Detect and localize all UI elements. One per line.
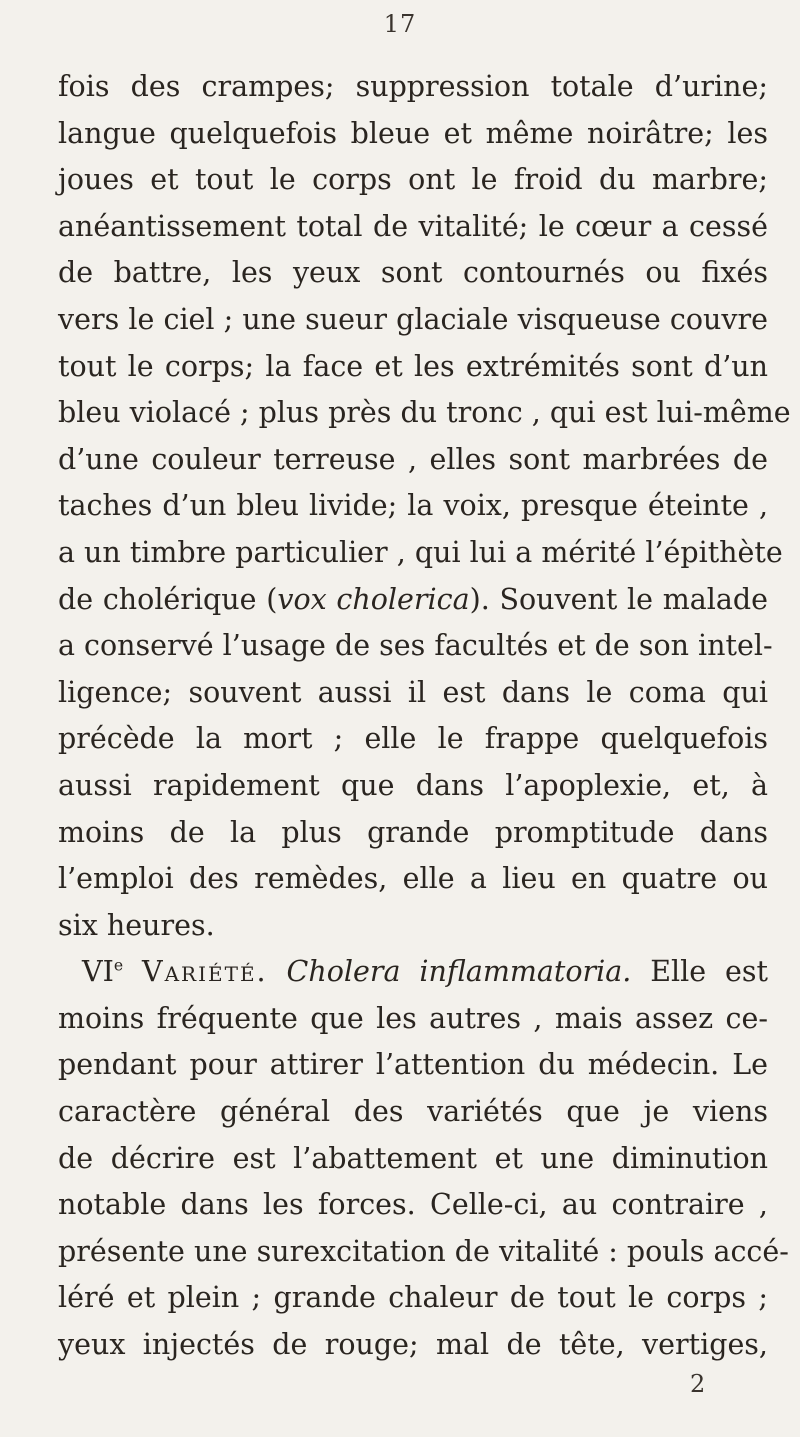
text-line: langue quelquefois bleue et même noirâtre; les	[58, 116, 768, 150]
text-line: vers le ciel ; une sueur glaciale visqueuse couvre	[58, 302, 768, 336]
text-line: pendant pour attirer l’attention du médecin. Le	[58, 1048, 768, 1082]
text-line: l’emploi des remèdes, elle a lieu en quatre ou	[58, 862, 768, 896]
text-line: ligence; souvent aussi il est dans le coma qui	[58, 675, 768, 709]
text-line: présente une surexcitation de vitalité : pouls accé-	[58, 1234, 789, 1268]
text-fragment: de cholérique (	[58, 582, 278, 616]
text-line: moins de la plus grande promptitude dans	[58, 815, 768, 849]
text-line: précède la mort ; elle le frappe quelquefois	[58, 722, 768, 756]
text-line: léré et plein ; grande chaleur de tout le corps ;	[58, 1281, 768, 1315]
text-fragment: ). Souvent le malade	[469, 582, 768, 616]
page-number: 17	[383, 10, 417, 38]
text-line: yeux injectés de rouge; mal de tête, vertiges,	[58, 1328, 768, 1362]
variety-heading	[58, 949, 768, 996]
text-line: d’une couleur terreuse , elles sont marbrées de	[58, 442, 768, 476]
signature-mark: 2	[690, 1370, 706, 1398]
variety-label: Variété.	[142, 955, 268, 989]
text-line: bleu violacé ; plus près du tronc , qui est lui-même	[58, 396, 791, 430]
text-line: notable dans les forces. Celle-ci, au contraire ,	[58, 1188, 768, 1222]
text-line: tout le corps; la face et les extrémités sont d’un	[58, 349, 768, 383]
text-line: a conservé l’usage de ses facultés et de son intel-	[58, 629, 773, 663]
text-line: aussi rapidement que dans l’apoplexie, et, à	[58, 768, 768, 802]
text-line-cholerique	[58, 577, 768, 624]
latin-term: vox cholerica	[277, 582, 470, 616]
text-fragment: Elle est	[650, 955, 769, 989]
variety-superscript: e	[113, 955, 124, 975]
text-line: taches d’un bleu livide; la voix, presque éteinte ,	[58, 489, 768, 523]
variety-numeral: VI	[82, 955, 114, 989]
variety-name: Cholera inflammatoria.	[286, 955, 632, 989]
text-line: fois des crampes; suppression totale d’urine;	[58, 70, 768, 103]
text-line: de décrire est l’abattement et une diminution	[58, 1141, 768, 1175]
text-line: anéantissement total de vitalité; le cœur a cessé	[58, 209, 768, 243]
text-line: six heures.	[58, 908, 215, 942]
body-text	[58, 64, 791, 1369]
text-line: joues et tout le corps ont le froid du marbre;	[58, 163, 768, 197]
text-line: moins fréquente que les autres , mais assez ce-	[58, 1001, 768, 1035]
text-line: caractère général des variétés que je viens	[58, 1095, 768, 1129]
text-line: de battre, les yeux sont contournés ou fixés	[58, 256, 768, 290]
text-line: a un timbre particulier , qui lui a mérité l’épithète	[58, 535, 783, 569]
